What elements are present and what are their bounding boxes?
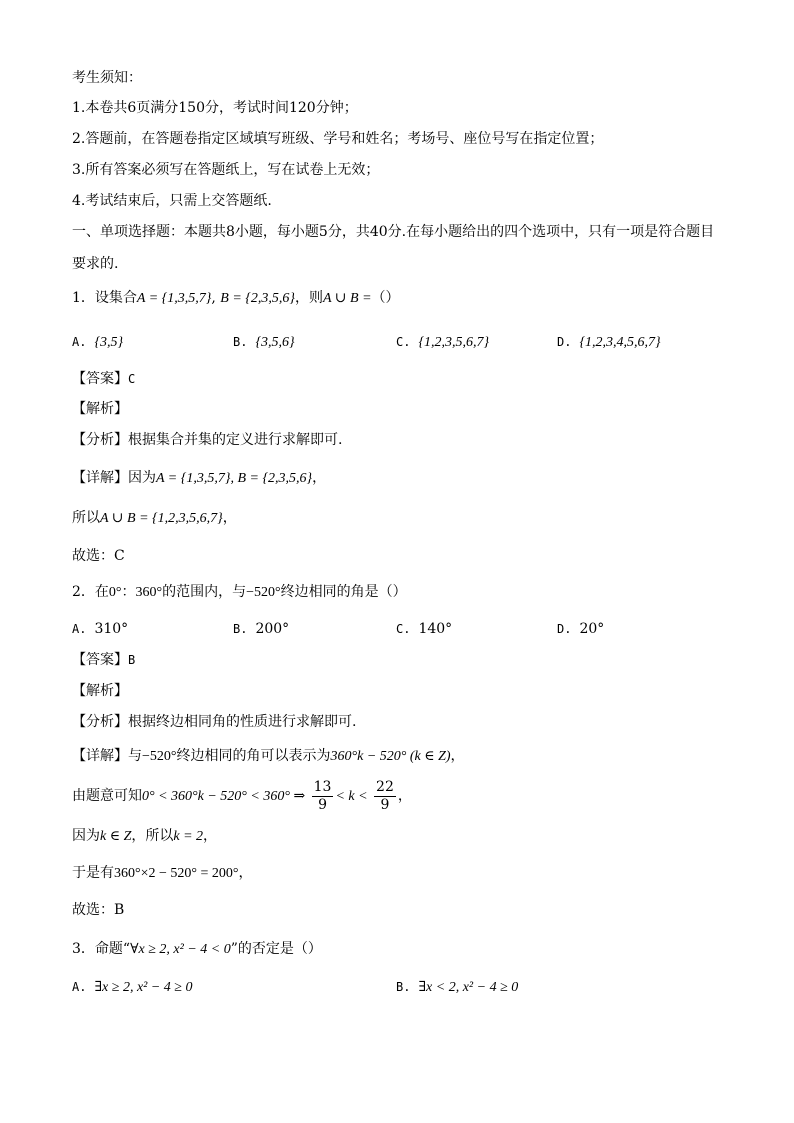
detail-prefix: 因为 [128, 470, 156, 486]
question-1-analysis [72, 430, 342, 450]
notice-item-2: 2.答题前，在答题卷指定区域填写班级、学号和姓名；考场号、座位号写在指定位置； [72, 131, 604, 147]
question-2-then [72, 863, 252, 884]
option-letter: C. [396, 335, 411, 349]
because-end: ， [203, 828, 218, 844]
notice-item-4: 4.考试结束后，只需上交答题纸. [72, 193, 272, 209]
detail-angle: −520° [142, 749, 177, 764]
detail-expr: A = {1,3,5,7}, B = {2,3,5,6} [156, 471, 313, 486]
question-2-option-b [233, 619, 289, 639]
fraction-denominator: 9 [380, 796, 390, 813]
option-text: {1,2,3,4,5,6,7} [579, 335, 661, 350]
question-1-set-b: B = {2,3,5,6} [220, 291, 295, 306]
because-expr-1: k ∈ Z [100, 829, 132, 844]
question-2-option-d [557, 619, 604, 639]
option-letter: B. [233, 622, 248, 636]
so-expr: A ∪ B = {1,2,3,5,6,7} [100, 511, 223, 526]
question-1-prefix: 1．设集合 [72, 290, 137, 306]
question-2-stem [72, 582, 407, 603]
fraction-22-9 [374, 779, 396, 814]
option-letter: C. [396, 622, 411, 636]
question-1-stem [72, 288, 400, 309]
option-text: 200° [255, 621, 290, 637]
question-1-set-a: A = {1,3,5,7} [136, 291, 212, 306]
ineq-expr: 0° < 360°k − 520° < 360° ⇒ [142, 789, 306, 804]
option-text: 20° [579, 621, 605, 637]
question-1-paren: （） [371, 290, 400, 306]
option-letter: D. [557, 335, 572, 349]
question-2-analysis [72, 712, 356, 732]
question-1-conclusion [72, 508, 237, 529]
option-letter: B. [233, 335, 248, 349]
option-text: 140° [418, 621, 453, 637]
then-expr: 360°×2 − 520° = 200° [114, 866, 239, 881]
question-1-answer [72, 369, 135, 389]
option-letter: A. [72, 980, 87, 994]
question-2-angle: −520° [246, 585, 281, 600]
question-3-prefix: 3．命题“ [72, 941, 131, 957]
question-3-stem [72, 939, 322, 960]
ineq-prefix: 由题意可知 [72, 788, 142, 804]
option-letter: D. [557, 622, 572, 636]
option-text: ∃x ≥ 2, x² − 4 ≥ 0 [94, 980, 193, 995]
option-text: {1,2,3,5,6,7} [418, 335, 490, 350]
detail-end: ， [450, 748, 465, 764]
question-1-mid: ，则 [294, 290, 323, 306]
option-text: {3,5} [94, 335, 124, 350]
then-prefix: 于是有 [72, 865, 114, 881]
option-text: 310° [94, 621, 129, 637]
section-header-line-2: 要求的. [72, 256, 119, 272]
question-2-prefix: 2．在 [72, 584, 109, 600]
analysis-title: 【分析】 [72, 432, 128, 448]
question-3-option-b [396, 977, 518, 998]
option-letter: B. [396, 980, 411, 994]
question-3-suffix: ”的否定是（） [230, 941, 322, 957]
option-letter: A. [72, 335, 87, 349]
question-2-detail [72, 746, 465, 767]
question-1-analysis-label: 【解析】 [72, 401, 128, 417]
question-1-option-b [233, 332, 295, 353]
detail-label: 【详解】 [72, 470, 128, 486]
fraction-numerator: 22 [376, 778, 394, 795]
detail-label: 【详解】 [72, 748, 128, 764]
question-1-option-c [396, 332, 489, 353]
question-2-answer [72, 650, 135, 670]
notice-item-1: 1.本卷共6页满分150分，考试时间120分钟； [72, 100, 358, 116]
so-end: ， [222, 510, 237, 526]
answer-value: C [128, 372, 136, 386]
question-2-choose: 故选：B [72, 902, 125, 918]
question-3-option-a [72, 977, 193, 998]
because-prefix: 因为 [72, 828, 100, 844]
because-expr-2: k = 2 [173, 829, 204, 844]
analysis-title: 【分析】 [72, 714, 128, 730]
question-1-option-a [72, 332, 123, 353]
notice-title: 考生须知： [72, 70, 142, 86]
analysis-text: 根据终边相同角的性质进行求解即可. [128, 714, 357, 730]
question-2-analysis-label: 【解析】 [72, 683, 128, 699]
question-2-because [72, 826, 217, 847]
option-letter: A. [72, 622, 87, 636]
question-3-expr: ∀x ≥ 2, x² − 4 < 0 [130, 942, 231, 957]
detail-expr: 360°k − 520° (k ∈ Z) [330, 749, 451, 764]
option-text: {3,5,6} [255, 335, 295, 350]
question-1-detail [72, 468, 326, 489]
analysis-text: 根据集合并集的定义进行求解即可. [128, 432, 343, 448]
answer-label: 【答案】 [72, 371, 128, 387]
fraction-numerator: 13 [313, 778, 332, 795]
question-2-mid: 的范围内，与 [162, 584, 247, 600]
answer-label: 【答案】 [72, 652, 128, 668]
then-end: ， [238, 865, 253, 881]
question-1-expr: A ∪ B = [322, 291, 372, 306]
question-1-option-d [557, 332, 661, 353]
fraction-denominator: 9 [318, 796, 328, 813]
question-2-option-c [396, 619, 452, 639]
question-2-inequality [72, 778, 412, 815]
ineq-mid: < k < [335, 789, 368, 804]
detail-b: 终边相同的角可以表示为 [176, 748, 331, 764]
detail-a: 与 [128, 748, 142, 764]
fraction-13-9 [312, 779, 334, 814]
section-header-line-1: 一、单项选择题：本题共8小题，每小题5分，共40分.在每小题给出的四个选项中，只有一项是符合题目 [72, 224, 715, 240]
question-1-sep: , [211, 290, 216, 306]
ineq-end: ， [397, 788, 412, 804]
notice-item-3: 3.所有答案必须写在答题纸上，写在试卷上无效； [72, 162, 380, 178]
because-mid: ，所以 [131, 828, 174, 844]
detail-end: ， [312, 470, 327, 486]
question-2-range: 0°：360° [108, 585, 163, 600]
question-2-option-a [72, 619, 128, 639]
so-prefix: 所以 [72, 510, 100, 526]
question-1-choose: 故选：C [72, 548, 125, 564]
question-2-suffix: 终边相同的角是（） [280, 584, 407, 600]
option-text: ∃x < 2, x² − 4 ≥ 0 [418, 980, 519, 995]
answer-value: B [128, 653, 136, 667]
